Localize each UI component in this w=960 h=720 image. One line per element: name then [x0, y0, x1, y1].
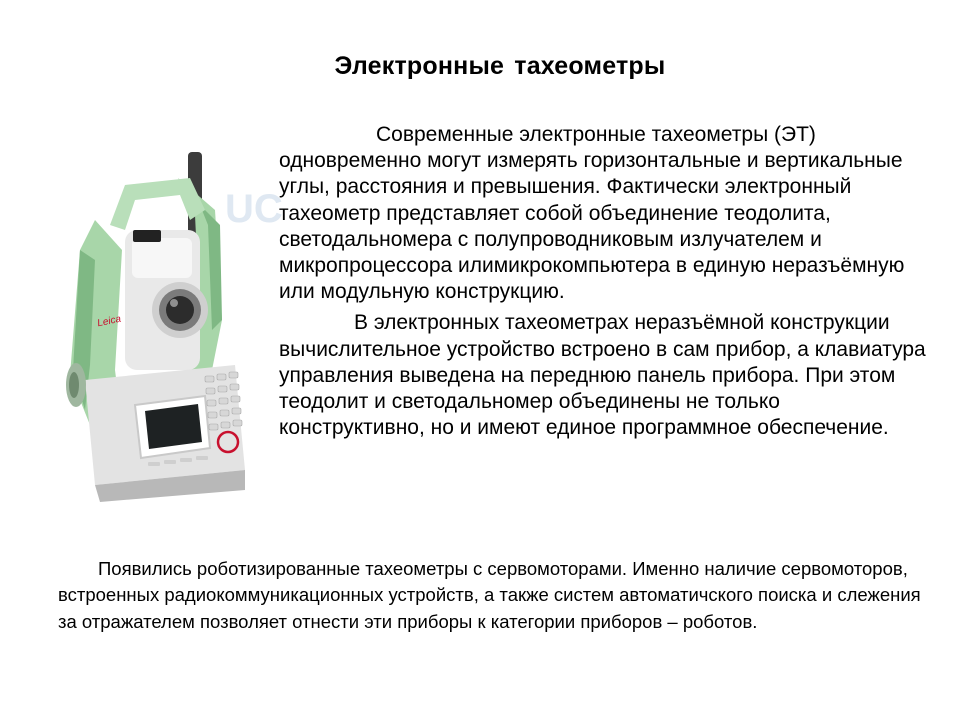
paragraph-1: Современные электронные тахеометры (ЭТ) одновременно могут измерять горизонтальные и вертикальные углы, расстояния и превышения. Фактически электронный тахеометр представляет собой объединение теодолита, светодальномера с полупроводниковым излучателем и микропроцессора илимикрокомпьютера в единую неразъёмную или модульную конструкцию.: [279, 123, 905, 304]
svg-text:Leica: Leica: [96, 313, 123, 330]
main-text-block: [279, 122, 929, 441]
paragraph-2: В электронных тахеометрах неразъёмной конструкции вычислительное устройство встроено в сам прибор, а клавиатура управления выведена на переднюю панель прибора. При этом теодолит и светодальномер объединены не только конструктивно, но и имеют единое программное обеспечение.: [279, 311, 926, 440]
paragraph-3: Появились роботизированные тахеометры с сервомоторами. Именно наличие сервомоторов, встроенных радиокоммуникационных устройств, а также систем автоматичского поиска и слежения за отражателем позволяет отнести эти приборы к категории приборов – роботов.: [58, 558, 921, 632]
total-station-image: [40, 130, 290, 510]
bottom-text-block: [58, 556, 938, 635]
svg-text:UC: UC: [225, 187, 283, 231]
slide-title: Электронные тахеометры: [334, 52, 666, 80]
